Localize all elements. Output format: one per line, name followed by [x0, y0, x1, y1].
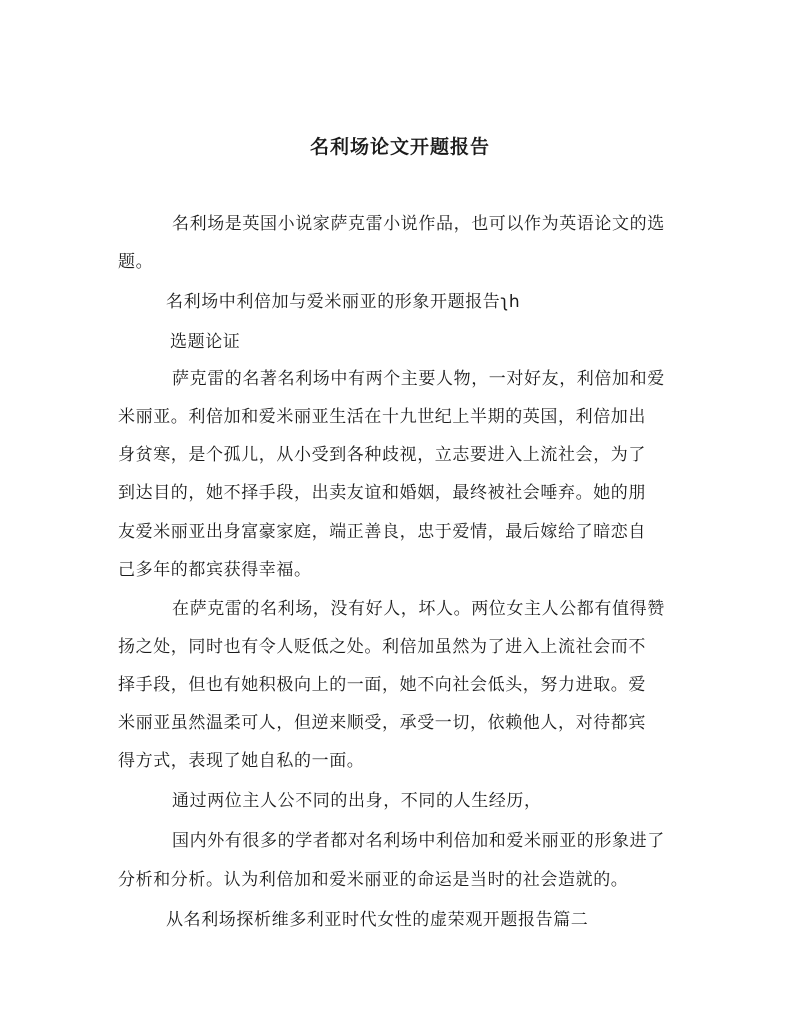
- paragraph-line: 己多年的都宾获得幸福。: [118, 560, 312, 580]
- paragraph-line: 择手段，但也有她积极向上的一面，她不向社会低头，努力进取。爱: [118, 675, 646, 695]
- heading-line: 选题论证: [170, 332, 241, 352]
- document-title: 名利场论文开题报告: [309, 136, 490, 158]
- paragraph-line: 通过两位主人公不同的出身，不同的人生经历，: [172, 791, 542, 811]
- paragraph-line: 在萨克雷的名利场，没有好人，坏人。两位女主人公都有值得赞: [172, 599, 665, 619]
- paragraph-line: 米丽亚虽然温柔可人，但逆来顺受，承受一切，依赖他人，对待都宾: [118, 713, 646, 733]
- paragraph-line: 扬之处，同时也有令人贬低之处。利倍加虽然为了进入上流社会而不: [118, 637, 646, 657]
- paragraph-line: 米丽亚。利倍加和爱米丽亚生活在十九世纪上半期的英国，利倍加出: [118, 407, 646, 427]
- heading-line: 从名利场探析维多利亚时代女性的虚荣观开题报告篇二: [166, 910, 589, 930]
- paragraph-line: 名利场是英国小说家萨克雷小说作品，也可以作为英语论文的选: [172, 214, 665, 234]
- paragraph-line: 国内外有很多的学者都对名利场中利倍加和爱米丽亚的形象进了: [172, 831, 665, 851]
- paragraph-line: 身贫寒，是个孤儿，从小受到各种歧视，立志要进入上流社会，为了: [118, 445, 646, 465]
- paragraph-line: 到达目的，她不择手段，出卖友谊和婚姻，最终被社会唾弃。她的朋: [118, 483, 646, 503]
- paragraph-line: 题。: [118, 252, 154, 272]
- heading-line: 名利场中利倍加与爱米丽亚的形象开题报告ʅh: [166, 292, 521, 312]
- paragraph-line: 萨克雷的名著名利场中有两个主要人物，一对好友，利倍加和爱: [172, 369, 665, 389]
- paragraph-line: 分析和分析。认为利倍加和爱米丽亚的命运是当时的社会造就的。: [118, 870, 629, 890]
- paragraph-line: 得方式，表现了她自私的一面。: [118, 751, 365, 771]
- paragraph-line: 友爱米丽亚出身富豪家庭，端正善良，忠于爱情，最后嫁给了暗恋自: [118, 522, 646, 542]
